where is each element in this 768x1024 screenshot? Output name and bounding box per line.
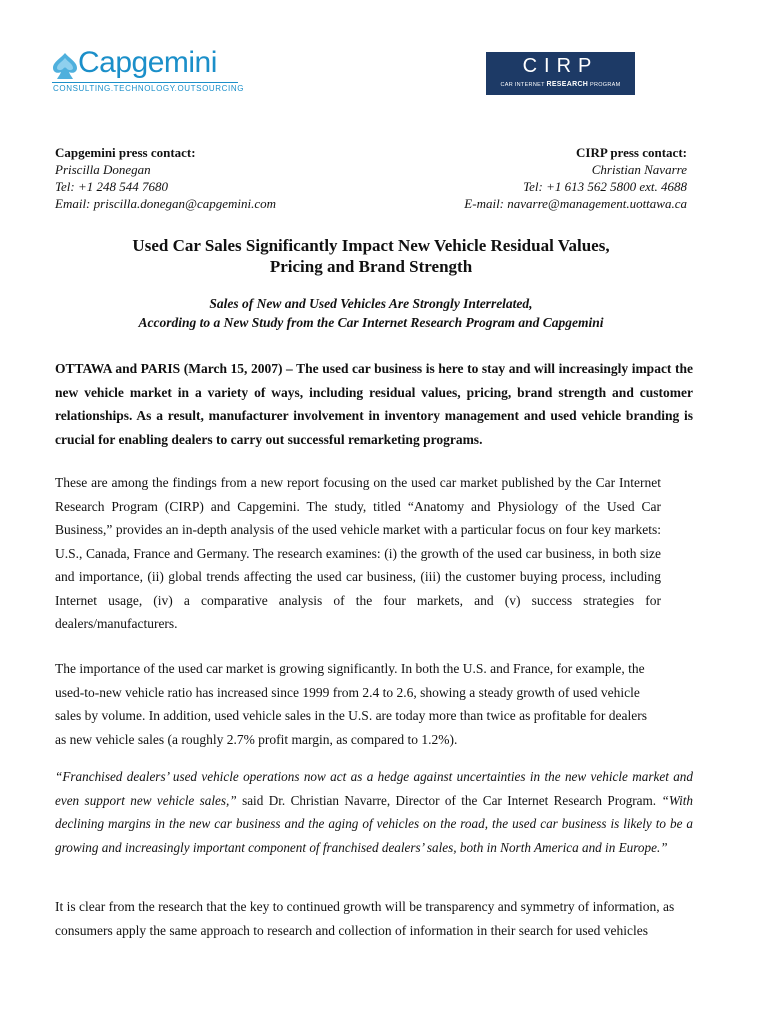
subheadline-line: According to a New Study from the Car Internet Research Program and Capgemini	[138, 315, 604, 330]
contact-heading: Capgemini press contact:	[55, 145, 196, 160]
contact-email: Email: priscilla.donegan@capgemini.com	[55, 196, 277, 211]
capgemini-logo	[52, 46, 252, 98]
body-paragraph: These are among the findings from a new report focusing on the used car market published by the Car Internet Research Program (CIRP) and Capgemini. The study, titled “Anatomy and Physiology of the Used Car Business,” provides an in-depth analysis of the used vehicle market with a particular focus on four key markets: U.S., Canada, France and Germany. The research examines: (i) the growth of the used car business, in both size and importance, (ii) global trends affecting the used car business, (iii) the customer buying process, including Internet usage, (iv) a comparative analysis of the four markets, and (v) success strategies for dealers/manufacturers.	[55, 475, 661, 631]
contact-name: Christian Navarre	[591, 162, 687, 177]
cirp-sub-bold: RESEARCH	[546, 81, 589, 88]
contact-name: Priscilla Donegan	[55, 162, 151, 177]
subheadline-line: Sales of New and Used Vehicles Are Strongly Interrelated,	[209, 296, 533, 311]
cirp-logo-title: CIRP	[522, 55, 599, 77]
attribution: said Dr. Christian Navarre, Director of the Car Internet Research Program.	[236, 792, 662, 808]
quote-paragraph	[55, 765, 693, 859]
contact-email: E-mail: navarre@management.uottawa.ca	[464, 196, 687, 211]
quote: “Franchised dealers’ used vehicle operations now act as a hedge against uncertainties in the new vehicle market and even support new vehicle sales,”	[55, 769, 693, 808]
quote: “With declining margins in the new car business and the aging of vehicles on the road, the used car business is likely to be a growing and increasingly important component of franchised dealers’ sales, both in North America and in Europe.”	[55, 792, 694, 855]
subheadline	[55, 294, 687, 332]
headline-line: Used Car Sales Significantly Impact New Vehicle Residual Values,	[132, 236, 610, 255]
body-paragraph: The importance of the used car market is growing significantly. In both the U.S. and France, for example, the used-to-new vehicle ratio has increased since 1999 from 2.4 to 2.6, showing a steady growth of used vehicle sales by volume. In addition, used vehicle sales in the U.S. are today more than twice as profitable for dealers as new vehicle sales (a roughly 2.7% profit margin, as compared to 1.2%).	[55, 661, 647, 747]
capgemini-spade-icon	[52, 52, 78, 80]
body-paragraph: It is clear from the research that the key to continued growth will be transparency and symmetry of information, as consumers apply the same approach to research and collection of information in their search for used vehicles	[55, 899, 675, 938]
contact-tel: Tel: +1 613 562 5800 ext. 4688	[523, 179, 687, 194]
divider	[52, 82, 238, 83]
contact-heading: CIRP press contact:	[576, 145, 687, 160]
cirp-logo-subtitle	[486, 81, 635, 88]
cirp-sub-post: PROGRAM	[589, 82, 621, 88]
cirp-press-contact	[464, 144, 687, 212]
lead-paragraph: OTTAWA and PARIS (March 15, 2007) – The used car business is here to stay and will increasingly impact the new vehicle market in a variety of ways, including residual values, pricing, brand strength and customer relationships. As a result, manufacturer involvement in inventory management and used vehicle branding is crucial for enabling dealers to carry out successful remarketing programs.	[55, 361, 693, 447]
headline-line: Pricing and Brand Strength	[269, 257, 473, 276]
capgemini-wordmark: Capgemini	[78, 46, 217, 79]
cirp-sub-pre: CAR INTERNET	[500, 82, 545, 88]
headline	[55, 235, 687, 277]
contact-tel: Tel: +1 248 544 7680	[55, 179, 169, 194]
capgemini-tagline: CONSULTING.TECHNOLOGY.OUTSOURCING	[53, 84, 245, 93]
capgemini-press-contact	[55, 144, 276, 212]
cirp-logo	[486, 52, 635, 95]
